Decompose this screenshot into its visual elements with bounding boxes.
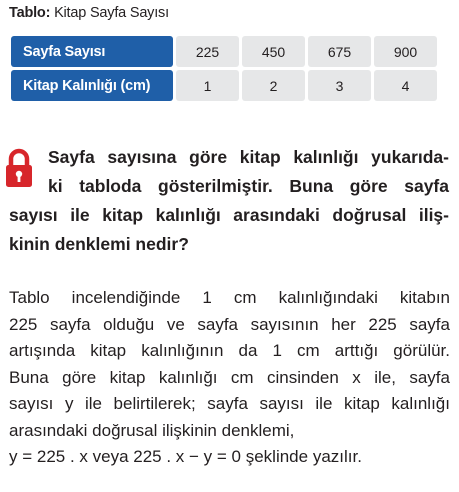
answer-line: sayısı y ile belirtilerek; sayfa sayısı ile kitap kalınlığı xyxy=(9,394,450,413)
question-line: kinin denklemi nedir? xyxy=(9,234,189,254)
answer-line: arasındaki doğrusal ilişkinin denklemi, xyxy=(9,420,295,440)
table-cell: 900 xyxy=(374,36,437,67)
answer-line: 225 sayfa olduğu ve sayfa sayısının her 225 sayfa xyxy=(9,314,450,334)
question-line: ki tabloda gösterilmiştir. Buna göre sayfa xyxy=(48,176,449,196)
answer-line: Buna göre kitap kalınlığı cm cinsinden x ile, sayfa xyxy=(9,367,450,387)
table-cell: 3 xyxy=(308,70,371,101)
table-row-book-thickness xyxy=(11,70,438,101)
answer-line: y = 225 . x veya 225 . x − y = 0 şeklinde yazılır. xyxy=(9,447,362,466)
answer-line: artışında kitap kalınlığının da 1 cm arttığı görülür. xyxy=(9,341,450,360)
question-text xyxy=(9,143,449,259)
table-caption xyxy=(9,3,169,23)
question-line: Sayfa sayısına göre kitap kalınlığı yukarıda- xyxy=(48,147,449,167)
row-header-page-count: Sayfa Sayısı xyxy=(11,36,173,67)
table-cell: 225 xyxy=(176,36,239,67)
table-cell: 2 xyxy=(242,70,305,101)
table-cell: 1 xyxy=(176,70,239,101)
question-line: sayısı ile kitap kalınlığı arasındaki doğrusal iliş- xyxy=(9,205,449,225)
table-cell: 675 xyxy=(308,36,371,67)
data-table xyxy=(11,36,438,104)
caption-label: Tablo: xyxy=(9,5,51,21)
caption-title: Kitap Sayfa Sayısı xyxy=(54,5,169,21)
answer-line: Tablo incelendiğinde 1 cm kalınlığındaki kitabın xyxy=(9,288,450,307)
answer-text xyxy=(9,285,450,471)
table-cell: 450 xyxy=(242,36,305,67)
table-row-page-count xyxy=(11,36,438,67)
row-header-book-thickness: Kitap Kalınlığı (cm) xyxy=(11,70,173,101)
table-cell: 4 xyxy=(374,70,437,101)
